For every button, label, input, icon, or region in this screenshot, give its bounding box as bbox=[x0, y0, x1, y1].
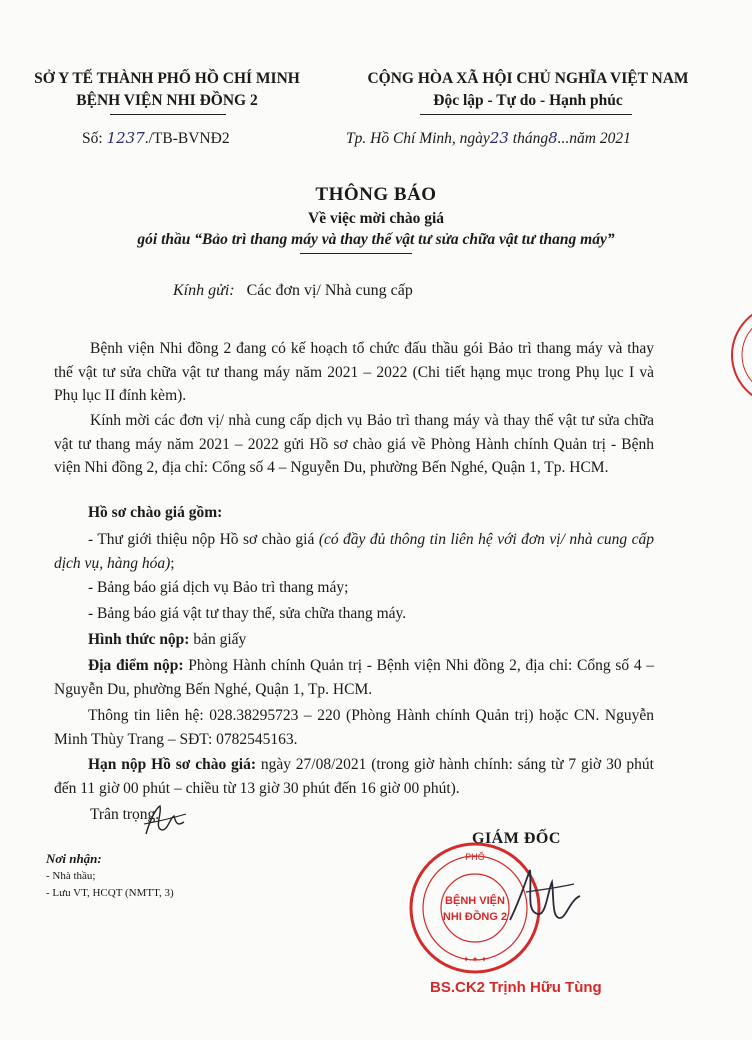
item1-italic: (có đầy đủ thông tin liên hệ với đơn vị/ nhà cung cấp dịch vụ, hàng hóa) bbox=[54, 531, 655, 572]
header-left-underline bbox=[110, 114, 226, 115]
item1-end: ; bbox=[170, 554, 175, 572]
title-underline bbox=[300, 253, 412, 254]
paragraph-invitation: Kính mời các đơn vị/ nhà cung cấp dịch vụ Bảo trì thang máy và thay thế vật tư sửa chữa vật tư thang máy năm 2021 – 2022 gửi Hồ sơ chào giá về Phòng Hành chính Quản trị - Bệnh viện Nhi đồng 2, địa chỉ: Cổng số 4 – Nguyễn Du, phường Bến Nghé, Quận 1, Tp. HCM. bbox=[54, 412, 654, 476]
recipient-value: Các đơn vị/ Nhà cung cấp bbox=[246, 282, 413, 299]
place-label: Địa điểm nộp: bbox=[88, 657, 184, 674]
date-month-label: tháng bbox=[512, 130, 549, 147]
dossier-item-1 bbox=[54, 528, 654, 575]
agency-name: SỞ Y TẾ THÀNH PHỐ HỒ CHÍ MINH bbox=[34, 70, 300, 87]
recipient-item: - Lưu VT, HCQT (NMTT, 3) bbox=[46, 887, 174, 899]
stamp-top-text: PHỐ bbox=[465, 852, 485, 862]
edge-seal-fragment bbox=[724, 300, 752, 410]
director-signature bbox=[500, 860, 590, 940]
deadline-value: ngày 27/08/2021 (trong giờ hành chính: sáng từ 7 giờ 30 phút đến 11 giờ 00 phút – chiều từ 13 giờ 30 phút đến 16 giờ 00 phút). bbox=[54, 756, 654, 797]
dossier-heading: Hồ sơ chào giá gồm: bbox=[88, 504, 223, 521]
recipients-heading: Nơi nhận: bbox=[46, 851, 102, 866]
item1-text: - Thư giới thiệu nộp Hồ sơ chào giá bbox=[88, 531, 315, 548]
recipients-list bbox=[46, 868, 174, 902]
signer-title: GIÁM ĐỐC bbox=[472, 830, 561, 847]
country-name: CỘNG HÒA XÃ HỘI CHỦ NGHĨA VIỆT NAM bbox=[367, 70, 689, 87]
package-title: gói thầu “Bảo trì thang máy và thay thế vật tư sửa chữa vật tư thang máy” bbox=[137, 231, 615, 248]
header-right-underline bbox=[420, 114, 632, 115]
stamp-line-2: NHI ĐỒNG 2 bbox=[442, 911, 508, 923]
date-month: 8 bbox=[548, 129, 558, 147]
deadline-label: Hạn nộp Hồ sơ chào giá: bbox=[88, 756, 256, 773]
date-prefix: Tp. Hồ Chí Minh, ngày bbox=[346, 130, 490, 147]
recipient-line bbox=[173, 282, 413, 300]
notice-subtitle: Về việc mời chào giá bbox=[308, 210, 444, 227]
motto: Độc lập - Tự do - Hạnh phúc bbox=[433, 92, 623, 109]
stamp-line-1: BỆNH VIỆN bbox=[445, 895, 505, 907]
contact-info: Thông tin liên hệ: 028.38295723 – 220 (Phòng Hành chính Quản trị) hoặc CN. Nguyễn Minh Thùy Trang – SĐT: 0782545163. bbox=[54, 707, 654, 748]
number-handwritten: 1237 bbox=[106, 129, 145, 147]
paragraph-plan: Bệnh viện Nhi đồng 2 đang có kế hoạch tổ chức đấu thầu gói Bảo trì thang máy và thay thế vật tư sửa chữa vật tư thang máy năm 2021 – 2022 (Chi tiết hạng mục trong Phụ lục I và Phụ lục II đính kèm). bbox=[54, 340, 654, 404]
form-value: bản giấy bbox=[193, 631, 247, 648]
date-year: ...năm 2021 bbox=[557, 130, 631, 147]
svg-text:✦ ✦ ✦: ✦ ✦ ✦ bbox=[462, 955, 488, 964]
submission-place bbox=[54, 654, 654, 701]
closing: Trân trọng. bbox=[90, 806, 160, 823]
document-date bbox=[346, 127, 726, 150]
number-prefix: Số: bbox=[82, 130, 103, 147]
recipient-item: - Nhà thầu; bbox=[46, 870, 96, 882]
dossier-item-2: - Bảng báo giá dịch vụ Bảo trì thang máy; bbox=[88, 579, 349, 596]
form-label: Hình thức nộp: bbox=[88, 631, 190, 648]
dossier-item-3: - Bảng báo giá vật tư thay thế, sửa chữa thang máy. bbox=[88, 605, 407, 622]
recipient-label: Kính gửi: bbox=[173, 282, 235, 299]
date-day: 23 bbox=[489, 129, 509, 147]
initials-scribble bbox=[140, 800, 190, 842]
hospital-name: BỆNH VIỆN NHI ĐỒNG 2 bbox=[76, 92, 258, 109]
document-number bbox=[82, 127, 322, 150]
deadline bbox=[54, 753, 654, 800]
notice-title: THÔNG BÁO bbox=[315, 184, 437, 205]
signer-name: BS.CK2 Trịnh Hữu Tùng bbox=[430, 979, 602, 996]
number-suffix: ./TB-BVNĐ2 bbox=[144, 130, 230, 147]
place-value: Phòng Hành chính Quản trị - Bệnh viện Nhi đồng 2, địa chỉ: Cổng số 4 – Nguyễn Du, phường Bến Nghé, Quận 1, Tp. HCM. bbox=[54, 657, 655, 698]
submission-form bbox=[88, 628, 246, 652]
